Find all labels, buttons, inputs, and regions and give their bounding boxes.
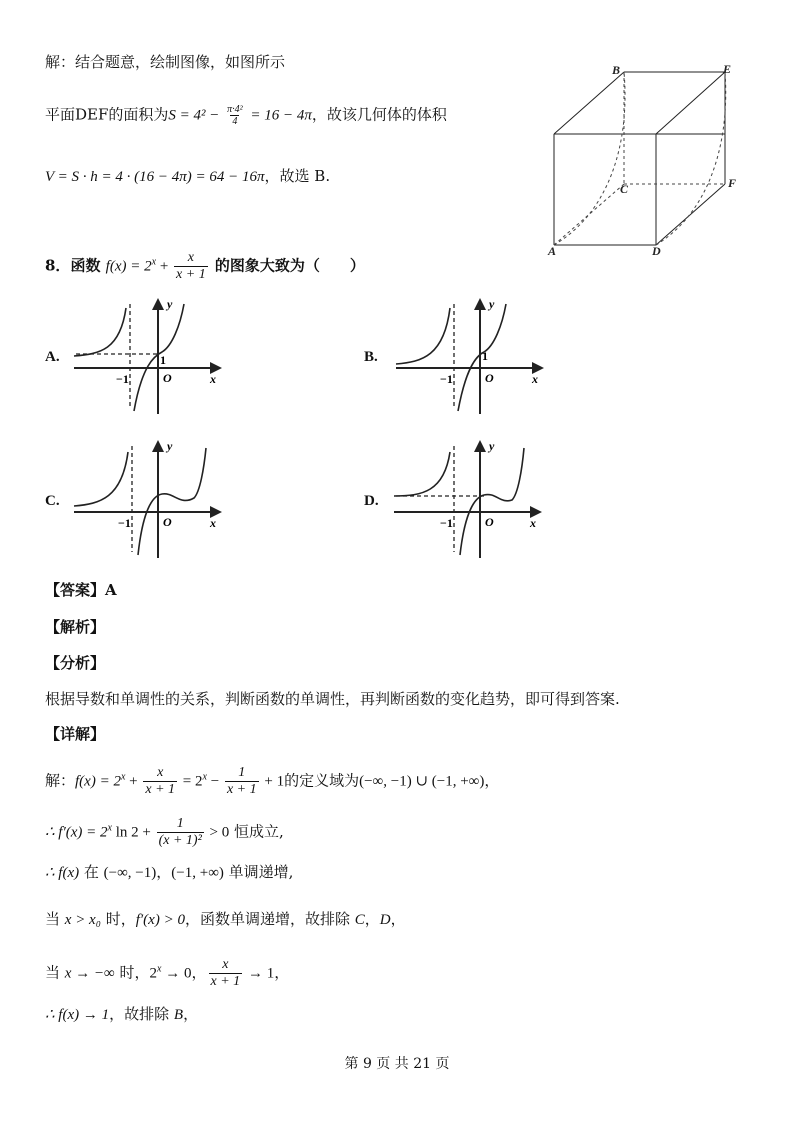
d3-text1: 在 [79, 863, 104, 881]
fenxi-text: 根据导数和单调性的关系，判断函数的单调性，再判断函数的变化趋势，即可得到答案. [45, 690, 620, 708]
option-d-y: y [489, 439, 495, 453]
option-a-one: 1 [160, 353, 166, 367]
option-a-x: x [210, 372, 216, 386]
option-b-one: 1 [482, 349, 488, 363]
d4-d: D [379, 912, 391, 928]
detail-line-2 [45, 816, 284, 849]
option-a-origin: O [163, 371, 172, 385]
question-func: f(x) = 2 [105, 258, 152, 275]
d5-exp: x [157, 963, 162, 975]
option-b-y: y [489, 297, 495, 311]
option-a-y: y [167, 297, 173, 311]
area-prefix: 平面DEF的面积为 [45, 105, 169, 124]
d2-pre: ∴ f′(x) = 2 [45, 824, 108, 841]
d4-text1: 当 [45, 910, 65, 928]
d2-gt: > 0 [205, 824, 230, 841]
d3-int1: (−∞, −1) [103, 865, 157, 881]
answer: 【答案】A [45, 581, 117, 599]
d3-text2: 单调递增, [223, 863, 294, 881]
d5-text2: 时， [114, 963, 150, 982]
cube-label-b: B [612, 63, 621, 77]
option-c-label: C. [45, 493, 60, 509]
d4-sep: ， [364, 910, 380, 928]
question-frac-den: x + 1 [176, 267, 206, 282]
d6-text: ，故排除 [109, 1005, 174, 1023]
cube-label-c: C [620, 182, 629, 196]
d5-a: 2 [149, 965, 158, 982]
option-b-x: x [532, 372, 538, 386]
d4-text2: 时， [100, 910, 136, 928]
d5-frac [209, 957, 243, 990]
d5-c: → 1 [244, 965, 275, 982]
cube-label-d: D [652, 244, 661, 258]
question-fraction [174, 250, 208, 283]
option-c-neg-one: −1 [118, 516, 131, 530]
fenxi-title: 【分析】 [45, 654, 106, 672]
d2-frac [157, 816, 204, 849]
option-b-graph [392, 296, 552, 416]
option-a-neg-one: −1 [116, 372, 129, 386]
d1-frac2-num: 1 [238, 765, 246, 780]
d2-frac-num: 1 [176, 816, 184, 831]
d1-exp2: x [202, 771, 207, 783]
d3-sep: ， [156, 863, 172, 881]
d1-text: 的定义域为 [284, 771, 360, 790]
option-d-neg-one: −1 [440, 516, 453, 530]
d5-cond: x → −∞ [64, 965, 115, 982]
d1-frac2 [225, 765, 259, 798]
d1-tail: + 1 [260, 773, 285, 790]
d3-int2: (−1, +∞) [171, 865, 224, 881]
volume-line [45, 166, 330, 187]
area-frac-den: 4 [232, 116, 238, 127]
cube-label-f: F [728, 176, 737, 190]
d6-b: B [173, 1007, 184, 1023]
page-footer: 第 9 页 共 21 页 [344, 1056, 450, 1072]
option-b-label: B. [364, 349, 378, 365]
detail-title: 【详解】 [45, 725, 106, 743]
d4-c: C [354, 912, 365, 928]
d6-math: ∴ f(x) → 1 [45, 1007, 110, 1023]
d1-frac1-den: x + 1 [145, 782, 176, 797]
d5-text1: 当 [45, 963, 65, 982]
option-c-graph [70, 438, 230, 560]
d3-pre: ∴ f(x) [45, 865, 80, 881]
d1-math: f(x) = 2 [75, 773, 121, 790]
d4-deriv: f′(x) > 0 [135, 912, 185, 928]
area-formula-lhs: S = 4² − [168, 107, 224, 124]
analysis-title: 【解析】 [45, 618, 106, 636]
question-frac-num: x [187, 250, 194, 265]
d5-sep: ， [191, 963, 207, 982]
area-line [45, 104, 447, 127]
d4-end: ， [390, 910, 406, 928]
option-b-origin: O [485, 371, 494, 385]
d1-frac1 [143, 765, 177, 798]
d4-text3: ，函数单调递增，故排除 [184, 910, 355, 928]
solution-intro: 解：结合题意，绘制图像，如图所示 [45, 53, 286, 71]
detail-line-6 [45, 1004, 198, 1025]
detail-line-4 [45, 909, 406, 930]
d5-b: → 0 [161, 965, 192, 982]
d5-frac-num: x [222, 957, 229, 972]
question-8 [45, 250, 365, 283]
detail-line-3 [45, 862, 293, 883]
d5-end: ， [274, 963, 290, 982]
question-text-pre: 函数 [70, 256, 106, 275]
d2-mid: ln 2 + [111, 824, 155, 841]
d1-domain: (−∞, −1) ∪ (−1, +∞) [359, 773, 485, 790]
option-d-x: x [530, 516, 536, 530]
detail-line-1 [45, 765, 499, 798]
question-text-post: 的图象大致为（ ） [209, 256, 365, 275]
d1-eq: = 2 [179, 773, 203, 790]
option-c-origin: O [163, 515, 172, 529]
d1-frac2-den: x + 1 [226, 782, 257, 797]
d1-exp: x [120, 771, 126, 783]
volume-formula: V = S · h = 4 · (16 − 4π) = 64 − 16π [45, 169, 265, 185]
d6-end: ， [183, 1005, 199, 1023]
question-number: 8． [45, 256, 71, 275]
option-c-y: y [167, 439, 173, 453]
option-b-neg-one: −1 [440, 372, 453, 386]
detail-line-5 [45, 957, 289, 990]
area-suffix: ，故该几何体的体积 [311, 105, 447, 124]
volume-suffix: ，故选 B. [264, 167, 331, 185]
d5-frac-den: x + 1 [210, 974, 241, 989]
d1-plus: + [125, 773, 142, 790]
d1-end: ， [484, 771, 500, 790]
option-d-origin: O [485, 515, 494, 529]
option-a-graph [70, 296, 230, 416]
d1-frac1-num: x [157, 765, 164, 780]
cube-label-a: A [548, 244, 557, 258]
area-formula-rhs: = 16 − 4π [246, 107, 312, 124]
d4-cond: x > x₀ [64, 912, 101, 928]
cube-label-e: E [723, 62, 732, 76]
d1-minus: − [206, 773, 223, 790]
d2-text: 恒成立, [229, 822, 284, 841]
cube-figure [540, 62, 740, 262]
option-d-label: D. [364, 493, 379, 509]
area-fraction [225, 104, 245, 127]
option-a-label: A. [45, 349, 60, 365]
d1-pre: 解： [45, 771, 76, 790]
d2-frac-den: (x + 1)² [158, 833, 202, 848]
option-d-graph [390, 438, 550, 560]
question-plus: + [156, 258, 173, 275]
question-exp: x [151, 256, 157, 268]
d2-exp: x [107, 822, 112, 834]
area-frac-num: π·4² [227, 104, 243, 115]
option-c-x: x [210, 516, 216, 530]
